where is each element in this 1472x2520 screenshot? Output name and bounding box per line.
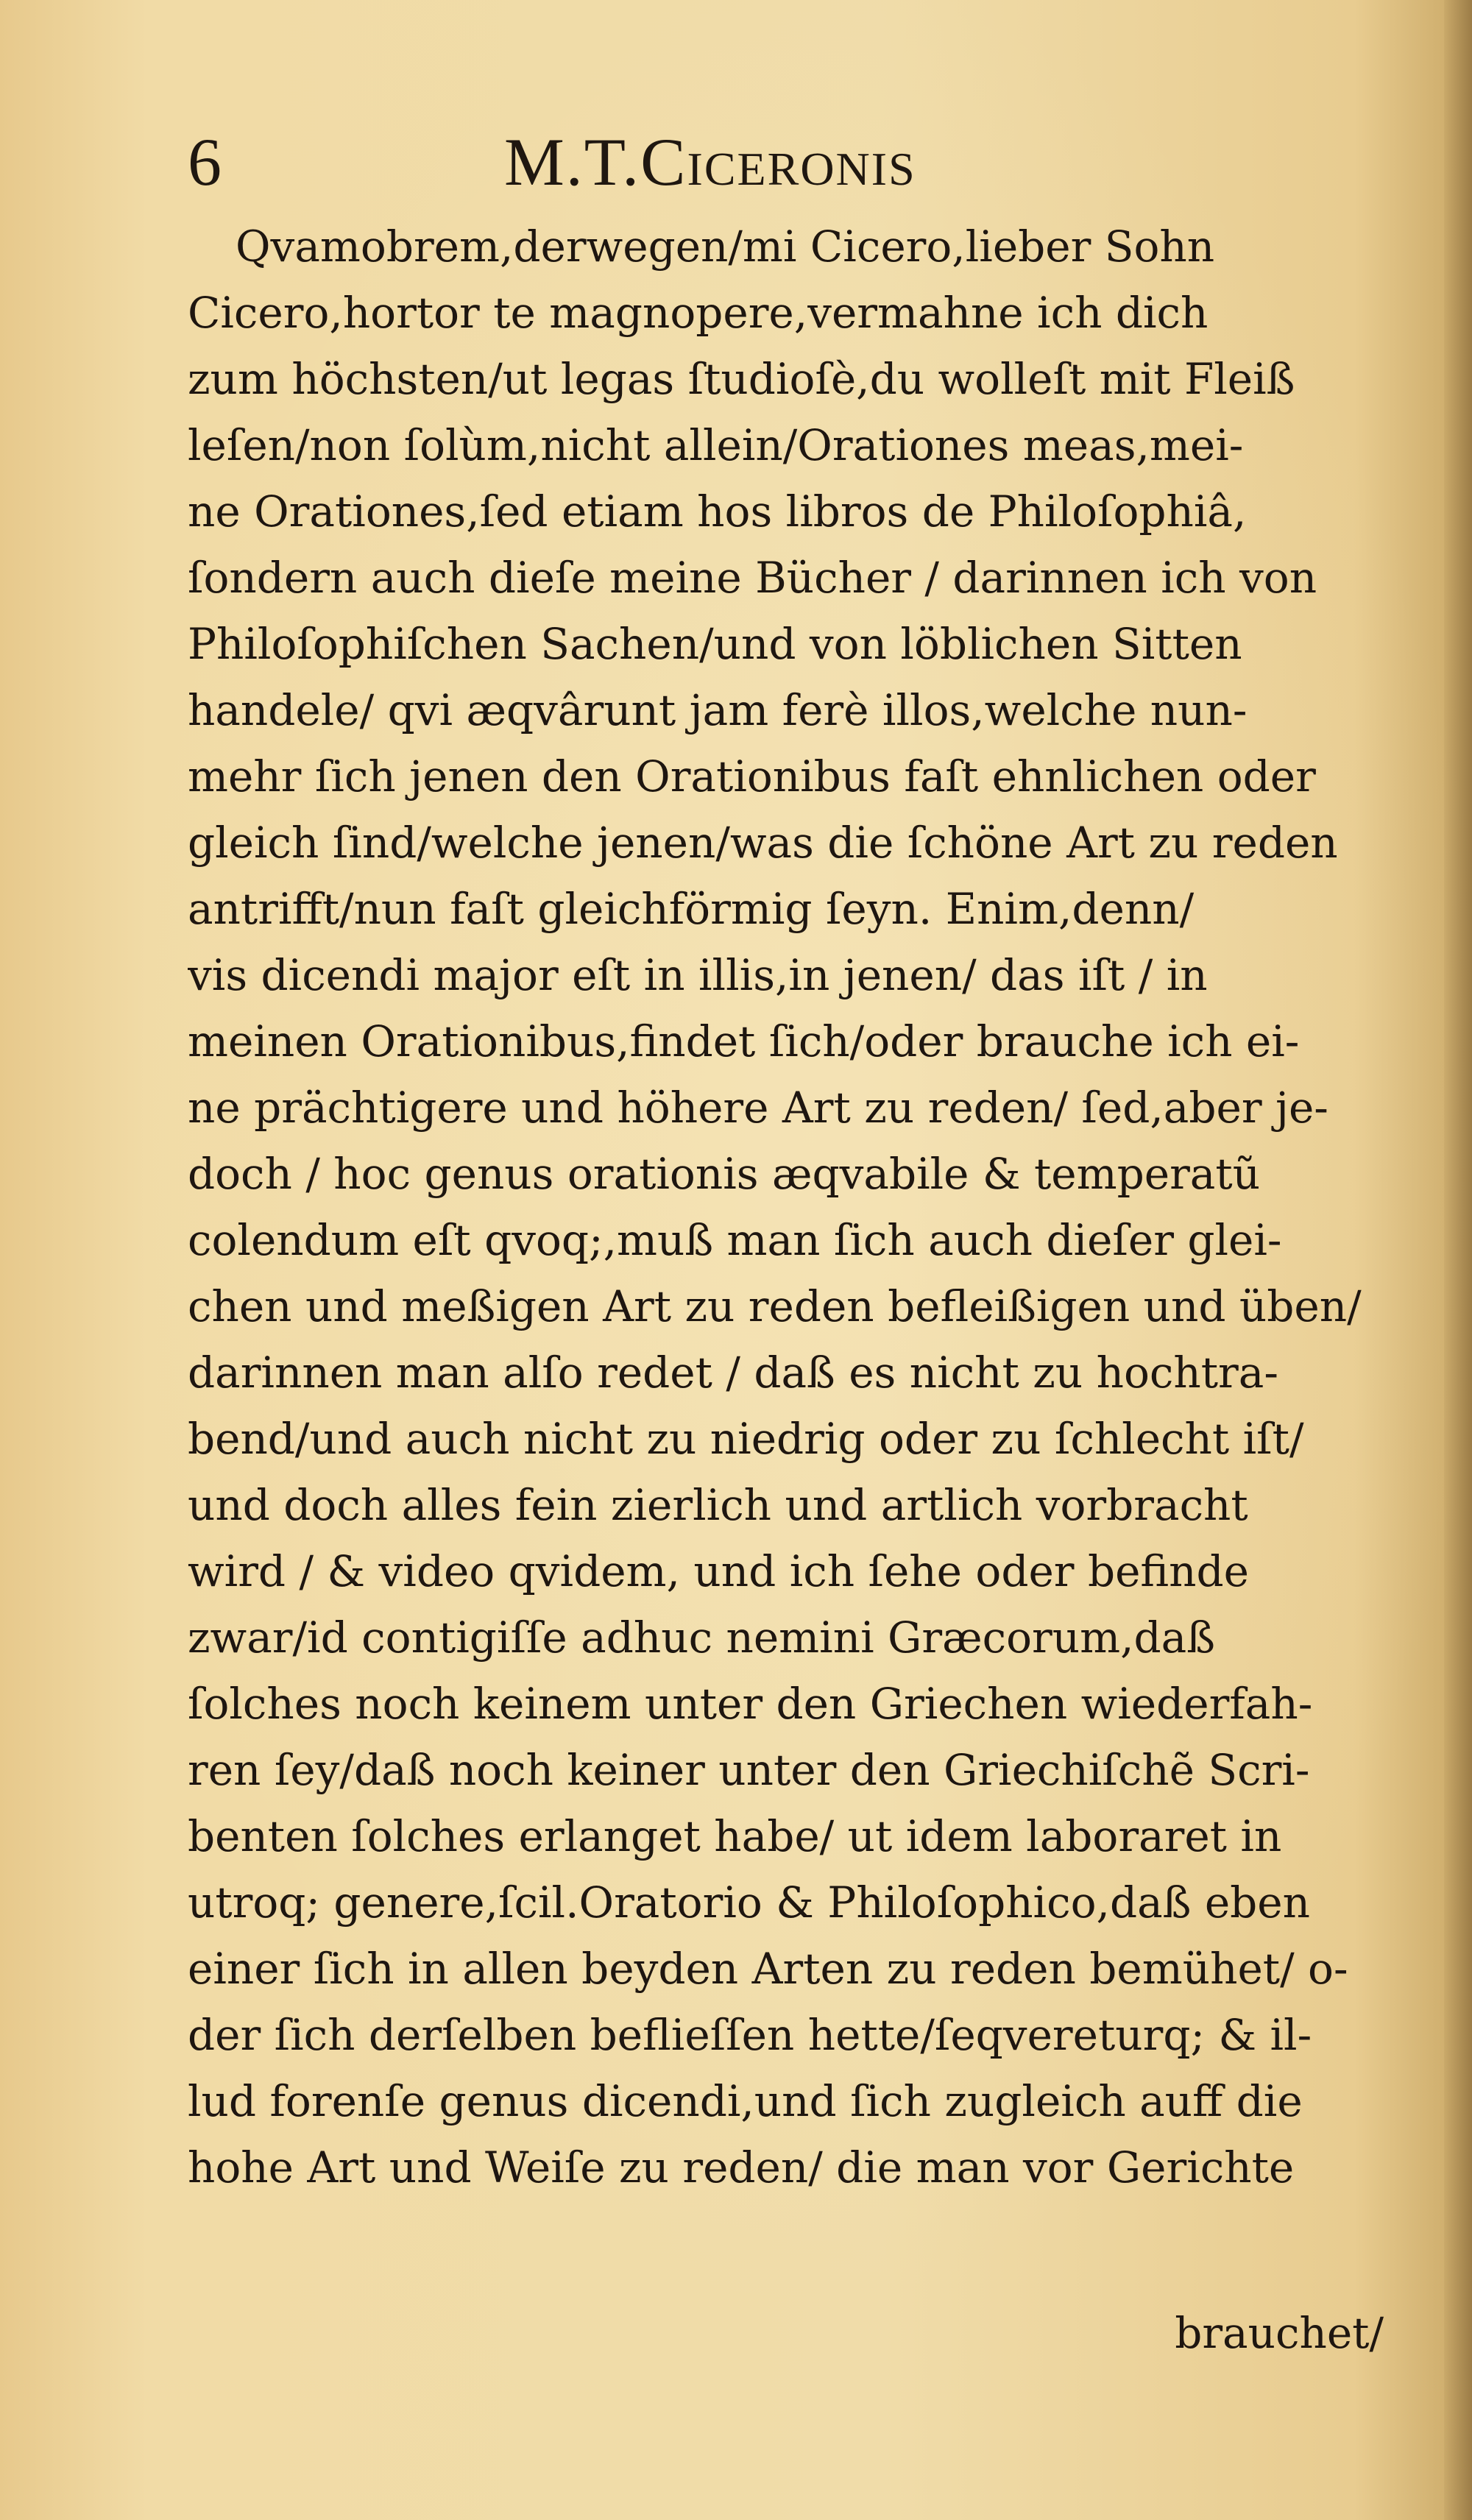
catchword: brauchet/ (1175, 2308, 1384, 2358)
page-number: 6 (188, 124, 222, 199)
text-line: chen und meßigen Art zu reden befleißigen und üben/ (188, 1281, 1362, 1331)
text-line: Cicero,hortor te magnopere,vermahne ich dich (188, 288, 1209, 338)
text-line: Qvamobrem,derwegen/mi Cicero,lieber Sohn (236, 222, 1215, 272)
text-line: und doch alles fein zierlich und artlich vorbracht (188, 1480, 1248, 1530)
text-line: der ſich derſelben beflieſſen hette/ſeqvereturq; & il- (188, 2010, 1312, 2060)
text-line: einer ſich in allen beyden Arten zu reden bemühet/ o- (188, 1944, 1348, 1994)
text-line: hohe Art und Weiſe zu reden/ die man vor Gerichte (188, 2142, 1295, 2192)
text-line: ne prächtigere und höhere Art zu reden/ ſed,aber je- (188, 1083, 1328, 1133)
text-line: ſolches noch keinem unter den Griechen wiederfah- (188, 1679, 1313, 1729)
text-line: vis dicendi major eſt in illis,in jenen/ das iſt / in (188, 950, 1208, 1000)
text-line: Philoſophiſchen Sachen/und von löblichen Sitten (188, 619, 1242, 669)
page-header (188, 110, 1336, 213)
running-head: M.T.Ciceronis (504, 124, 916, 199)
body-text (188, 213, 1402, 2201)
text-line: bend/und auch nicht zu niedrig oder zu ſchlecht iſt/ (188, 1414, 1304, 1464)
text-line: colendum eſt qvoq;,muß man ſich auch dieſer glei- (188, 1215, 1282, 1265)
text-line: antrifft/nun faſt gleichförmig ſeyn. Enim,denn/ (188, 884, 1195, 934)
text-line: darinnen man alſo redet / daß es nicht zu hochtra- (188, 1348, 1278, 1398)
text-line: handele/ qvi æqvârunt jam ferè illos,welche nun- (188, 685, 1248, 735)
page-edge-shadow (1444, 0, 1472, 2520)
text-line: mehr ſich jenen den Orationibus faſt ehnlichen oder (188, 751, 1316, 801)
text-line: doch / hoc genus orationis æqvabile & temperatũ (188, 1149, 1261, 1199)
text-line: meinen Orationibus,findet ſich/oder brauche ich ei- (188, 1016, 1300, 1066)
text-line: gleich ſind/welche jenen/was die ſchöne Art zu reden (188, 818, 1338, 868)
text-line: zum höchsten/ut legas ſtudioſè,du wolleſt mit Fleiß (188, 354, 1295, 404)
text-line: ren ſey/daß noch keiner unter den Griechiſchẽ Scri- (188, 1745, 1310, 1795)
text-line: leſen/non ſolùm,nicht allein/Orationes meas,mei- (188, 420, 1244, 470)
text-line: benten ſolches erlanget habe/ ut idem laboraret in (188, 1811, 1282, 1861)
text-line: lud forenſe genus dicendi,und ſich zugleich auff die (188, 2076, 1303, 2126)
text-line: zwar/id contigiſſe adhuc nemini Græcorum,daß (188, 1613, 1215, 1663)
text-line: utroq; genere,ſcil.Oratorio & Philoſophico,daß eben (188, 1877, 1310, 1928)
text-line: wird / & video qvidem, und ich ſehe oder befinde (188, 1546, 1249, 1596)
text-line: ne Orationes,ſed etiam hos libros de Philoſophiâ, (188, 486, 1247, 537)
text-line: ſondern auch dieſe meine Bücher / darinnen ich von (188, 553, 1317, 603)
